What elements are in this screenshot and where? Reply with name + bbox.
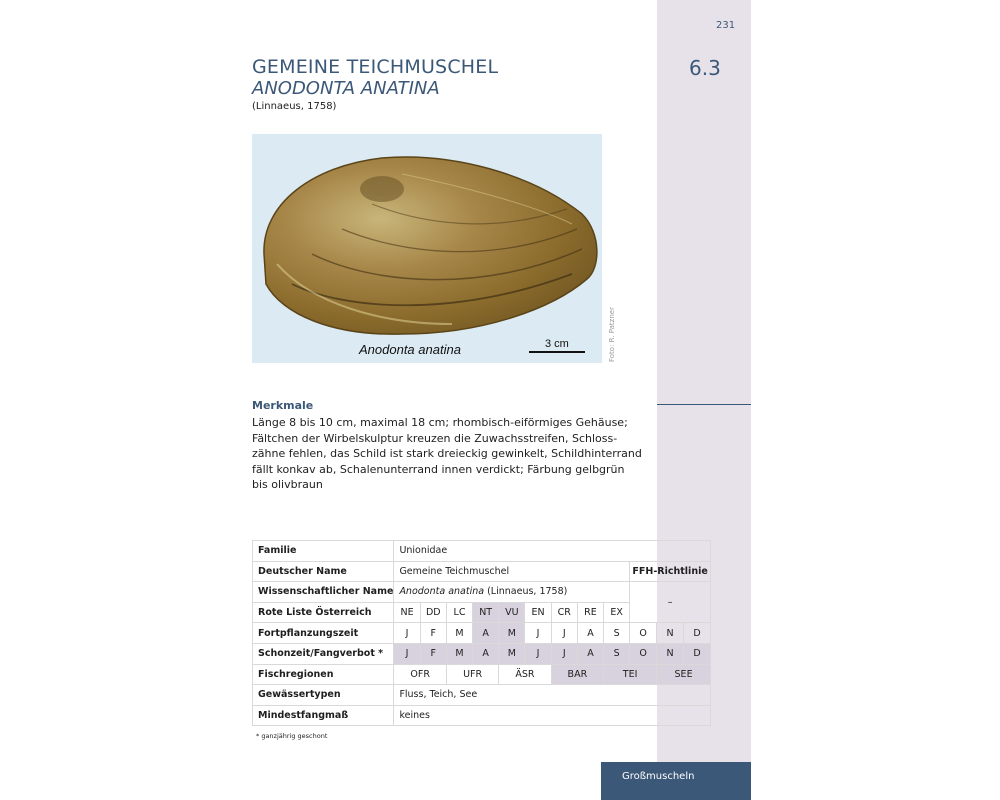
region-cell: OFR xyxy=(394,664,447,685)
rote-liste-cell: CR xyxy=(551,602,577,623)
label-schonzeit: Schonzeit/Fangverbot * xyxy=(253,643,394,664)
merkmale-line: bis olivbraun xyxy=(252,478,323,491)
merkmale-line: Länge 8 bis 10 cm, maximal 18 cm; rhombisch-eiförmiges Gehäuse; xyxy=(252,416,628,429)
species-info-table xyxy=(252,540,711,726)
month-cell-highlighted: J xyxy=(551,643,577,664)
month-cell: J xyxy=(551,623,577,644)
label-familie: Familie xyxy=(253,541,394,562)
photo-caption: Anodonta anatina xyxy=(359,342,461,357)
month-cell: M xyxy=(446,623,472,644)
ffh-header: FFH-Richtlinie xyxy=(630,561,711,582)
month-cell-highlighted: O xyxy=(630,643,657,664)
table-row-fischregionen xyxy=(253,664,711,685)
month-cell: J xyxy=(394,623,420,644)
section-number: 6.3 xyxy=(689,56,721,80)
month-cell: A xyxy=(577,623,603,644)
table-row-familie xyxy=(253,541,711,562)
latin-name: ANODONTA ANATINA xyxy=(252,78,440,99)
table-row-gewaessertypen xyxy=(253,685,711,706)
table-row-fortpflanzungszeit xyxy=(253,623,711,644)
region-cell-highlighted: BAR xyxy=(551,664,603,685)
month-cell: N xyxy=(657,623,684,644)
value-deutscher-name: Gemeine Teichmuschel xyxy=(394,561,630,582)
month-cell-highlighted: F xyxy=(420,643,446,664)
month-cell: J xyxy=(525,623,551,644)
month-cell-highlighted: M xyxy=(446,643,472,664)
region-cell: UFR xyxy=(446,664,498,685)
rote-liste-cell: NE xyxy=(394,602,420,623)
merkmale-line: Fältchen der Wirbelskulptur kreuzen die Zuwachsstreifen, Schloss- xyxy=(252,431,618,445)
rote-liste-cell: RE xyxy=(577,602,603,623)
value-mindestfangmass: keines xyxy=(394,705,711,726)
month-cell: D xyxy=(684,623,711,644)
label-gewaessertypen: Gewässertypen xyxy=(253,685,394,706)
month-cell-highlighted: S xyxy=(604,643,630,664)
merkmale-line: fällt konkav ab, Schalenunterrand innen verdickt; Färbung gelbgrün xyxy=(252,462,625,476)
label-rote-liste: Rote Liste Österreich xyxy=(253,602,394,623)
photo-credit: Foto: R. Patzner xyxy=(608,307,616,362)
label-deutscher-name: Deutscher Name xyxy=(253,561,394,582)
month-cell-highlighted: M xyxy=(499,623,525,644)
rote-liste-cell: DD xyxy=(420,602,446,623)
month-cell-highlighted: J xyxy=(525,643,551,664)
month-cell-highlighted: J xyxy=(394,643,420,664)
rote-liste-cell: EN xyxy=(525,602,551,623)
author-citation: (Linnaeus, 1758) xyxy=(252,101,337,112)
merkmale-line: zähne fehlen, das Schild ist stark dreieckig gewinkelt, Schildhinterrand xyxy=(252,447,642,460)
mussel-photo xyxy=(252,134,602,363)
month-cell: F xyxy=(420,623,446,644)
mussel-illustration xyxy=(252,134,602,363)
month-cell-highlighted: A xyxy=(577,643,603,664)
scale-label: 3 cm xyxy=(545,338,569,350)
table-row-deutscher-name xyxy=(253,561,711,582)
label-mindestfangmass: Mindestfangmaß xyxy=(253,705,394,726)
page-number: 231 xyxy=(716,20,736,31)
rote-liste-cell-highlighted: NT xyxy=(473,602,499,623)
month-cell: O xyxy=(630,623,657,644)
month-cell: S xyxy=(604,623,630,644)
month-cell-highlighted: M xyxy=(499,643,525,664)
shell-body xyxy=(264,157,597,334)
region-cell: ÄSR xyxy=(499,664,551,685)
value-gewaessertypen: Fluss, Teich, See xyxy=(394,685,711,706)
rote-liste-cell: LC xyxy=(446,602,472,623)
ffh-value: – xyxy=(630,582,711,623)
table-row-mindestfangmass xyxy=(253,705,711,726)
label-wissenschaftlicher-name: Wissenschaftlicher Name xyxy=(253,582,394,603)
region-cell-highlighted: SEE xyxy=(657,664,711,685)
label-fischregionen: Fischregionen xyxy=(253,664,394,685)
month-cell-highlighted: A xyxy=(473,623,499,644)
page-title: GEMEINE TEICHMUSCHEL xyxy=(252,56,499,78)
table-row-wissenschaftlicher-name xyxy=(253,582,711,603)
month-cell-highlighted: A xyxy=(473,643,499,664)
value-familie: Unionidae xyxy=(394,541,711,562)
chapter-tab[interactable] xyxy=(601,762,751,800)
rote-liste-cell-highlighted: VU xyxy=(499,602,525,623)
month-cell-highlighted: D xyxy=(684,643,711,664)
month-cell-highlighted: N xyxy=(657,643,684,664)
rote-liste-cell: EX xyxy=(604,602,630,623)
scientific-name-italic: Anodonta anatina xyxy=(399,586,485,598)
scientific-name-author: (Linnaeus, 1758) xyxy=(484,586,568,598)
chapter-tab-label: Großmuscheln xyxy=(622,771,695,782)
merkmale-text xyxy=(252,415,642,493)
sidebar-divider xyxy=(657,404,751,405)
table-row-schonzeit xyxy=(253,643,711,664)
merkmale-heading: Merkmale xyxy=(252,399,314,412)
region-cell-highlighted: TEI xyxy=(604,664,657,685)
footnote: * ganzjährig geschont xyxy=(256,732,328,740)
value-wissenschaftlicher-name xyxy=(394,582,630,603)
label-fortpflanzungszeit: Fortpflanzungszeit xyxy=(253,623,394,644)
